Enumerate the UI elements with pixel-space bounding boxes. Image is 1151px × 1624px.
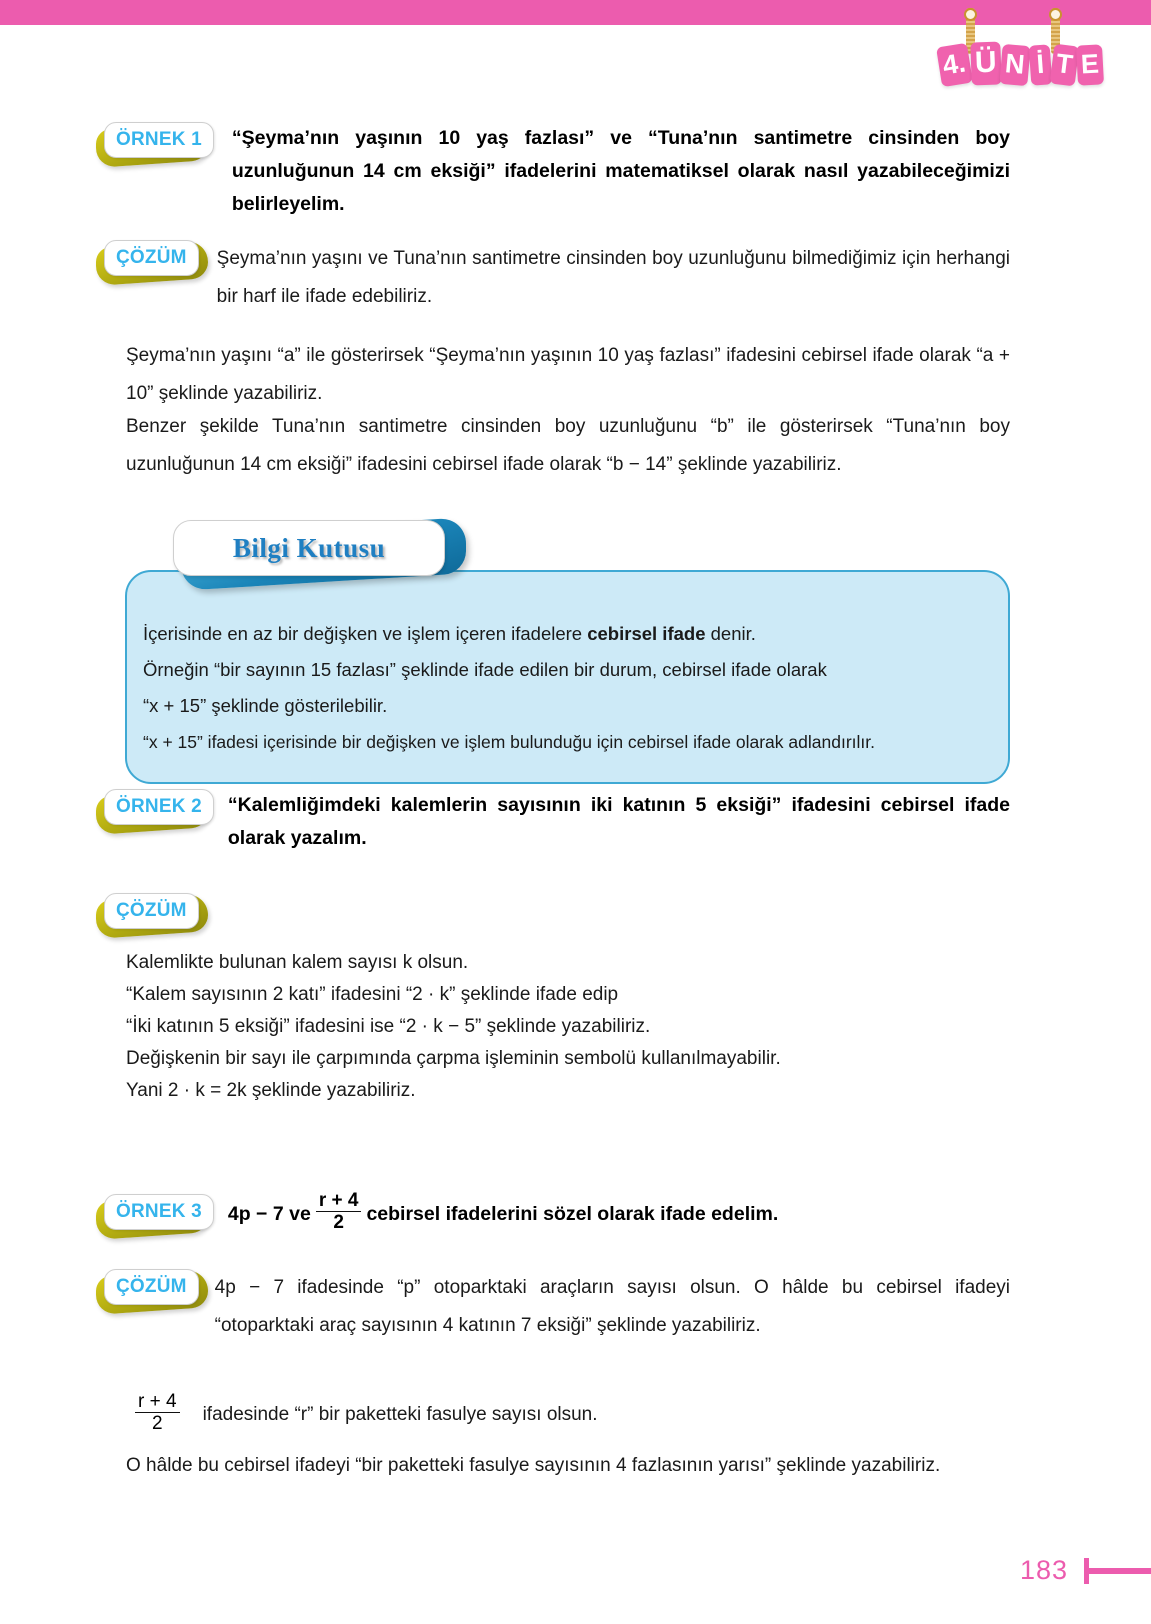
solution-3-badge-label: ÇÖZÜM — [104, 1269, 199, 1305]
example-1-prompt-row — [104, 122, 1010, 221]
info-box-line-2: Örneğin “bir sayının 15 fazlası” şeklinde ifade edilen bir durum, cebirsel ifade olarak — [143, 659, 827, 680]
example-2-prompt-text: “Kalemliğimdeki kalemlerin sayısının iki katının 5 eksiği” ifadesini cebirsel ifade olarak yazalım. — [227, 794, 1010, 849]
info-box-body — [125, 532, 1010, 784]
example-2-badge — [104, 789, 214, 829]
example-1-badge-label: ÖRNEK 1 — [104, 122, 214, 158]
solution-3-fraction — [135, 1392, 180, 1435]
solution-2-badge-label: ÇÖZÜM — [104, 893, 199, 929]
unit-letter: T — [1049, 44, 1078, 87]
fraction-numerator: r + 4 — [138, 1391, 177, 1412]
solution-3-fraction-text: ifadesinde “r” bir paketteki fasulye sayısı olsun. — [202, 1404, 598, 1426]
solution-2-line-5: Yani 2 · k = 2k şeklinde yazabiliriz. — [126, 1080, 416, 1101]
solution-1-badge-label: ÇÖZÜM — [104, 240, 199, 276]
solution-1-line-1: Şeyma’nın yaşını ve Tuna’nın santimetre cinsinden boy uzunluğunu bilmediğimiz için herhangi bir harf ile ifade edebiliriz. — [216, 248, 1010, 307]
example-2-prompt-row — [104, 789, 1010, 855]
fraction-denominator: 2 — [316, 1211, 362, 1234]
solution-3-fraction-line — [130, 1391, 1014, 1437]
example-3-solution-row — [104, 1269, 1010, 1345]
info-line-1-bold: cebirsel ifade — [587, 623, 706, 644]
example-1-badge — [104, 122, 214, 162]
info-box — [125, 532, 1010, 784]
page-footer — [1020, 1555, 1151, 1586]
spring-cap-right-icon — [1049, 8, 1062, 21]
example-3-badge — [104, 1194, 214, 1234]
solution-2-line-3: “İki katının 5 eksiği” ifadesini ise “2 · k − 5” şeklinde yazabiliriz. — [126, 1016, 651, 1037]
example-2-badge-label: ÖRNEK 2 — [104, 789, 214, 825]
unit-letter: E — [1076, 44, 1104, 85]
info-box-line-4: “x + 15” ifadesi içerisinde bir değişken ve işlem bulunduğu için cebirsel ifade olarak adlandırılır. — [143, 732, 875, 752]
solution-3-badge — [104, 1269, 199, 1309]
example-3-fraction — [316, 1191, 362, 1234]
unit-letter: Ü — [970, 41, 1001, 85]
solution-2-line-1: Kalemlikte bulunan kalem sayısı k olsun. — [126, 952, 469, 973]
spring-cap-left-icon — [964, 8, 977, 21]
footer-rule — [1089, 1568, 1151, 1574]
info-box-line-3: “x + 15” şeklinde gösterilebilir. — [143, 695, 388, 716]
example-3-prompt-text — [214, 1190, 1010, 1236]
fraction-numerator: r + 4 — [318, 1190, 359, 1211]
solution-1-line-3: Benzer şekilde Tuna’nın santimetre cinsinden boy uzunluğunu “b” ile gösterirsek “Tuna’nın boy uzunluğunun 14 cm eksiği” ifadesini cebirsel ifade olarak “b − 14” şeklinde yazabiliriz. — [126, 416, 1010, 475]
example-3-prompt-post: cebirsel ifadelerini sözel olarak ifade edelim. — [366, 1202, 779, 1225]
unit-letter: N — [1000, 44, 1031, 86]
solution-3-paragraph-2: O hâlde bu cebirsel ifadeyi “bir paketteki fasulye sayısının 4 fazlasının yarısı” şeklinde yazabiliriz. — [126, 1455, 941, 1476]
unit-badge — [939, 8, 1100, 98]
solution-3-paragraph-1: 4p − 7 ifadesinde “p” otoparktaki araçların sayısı olsun. O hâlde bu cebirsel ifadeyi “otoparktaki araç sayısının 4 katının 7 eksiği” şeklinde yazabiliriz. — [214, 1277, 1010, 1336]
info-line-1-post: denir. — [705, 623, 756, 644]
example-2-solution-badge-row — [104, 893, 199, 933]
solution-1-line-2: Şeyma’nın yaşını “a” ile gösterirsek “Şeyma’nın yaşının 10 yaş fazlası” ifadesini cebirsel ifade olarak “a + 10” şeklinde yazabiliriz. — [126, 345, 1010, 404]
unit-letter: 4. — [936, 43, 972, 87]
solution-1-badge — [104, 240, 199, 280]
info-line-1-pre: İçerisinde en az bir değişken ve işlem içeren ifadelere — [143, 623, 588, 644]
unit-badge-letters — [939, 42, 1103, 85]
solution-2-line-2: “Kalem sayısının 2 katı” ifadesini “2 · k” şeklinde ifade edip — [126, 984, 619, 1005]
unit-letter: İ — [1028, 44, 1052, 85]
fraction-denominator: 2 — [135, 1412, 180, 1435]
example-3-prompt-row — [104, 1190, 1010, 1236]
example-3-badge-label: ÖRNEK 3 — [104, 1194, 214, 1230]
solution-2-line-4: Değişkenin bir sayı ile çarpımında çarpma işleminin sembolü kullanılmayabilir. — [126, 1048, 781, 1069]
example-1-solution-row — [104, 240, 1010, 316]
example-2-solution-lines — [126, 947, 1010, 1107]
page-number: 183 — [1019, 1555, 1068, 1585]
solution-2-badge — [104, 893, 199, 933]
info-box-line-1 — [143, 616, 992, 652]
info-tab-face — [173, 520, 445, 576]
info-box-title: Bilgi Kutusu — [232, 532, 386, 563]
example-3-prompt-pre: 4p − 7 ve — [227, 1202, 311, 1225]
info-box-tab — [173, 520, 463, 584]
example-1-prompt-text: “Şeyma’nın yaşının 10 yaş fazlası” ve “Tuna’nın santimetre cinsinden boy uzunluğunun 14 cm eksiği” ifadelerini matematiksel olarak nasıl yazabileceğimizi belirleyelim. — [231, 127, 1010, 215]
